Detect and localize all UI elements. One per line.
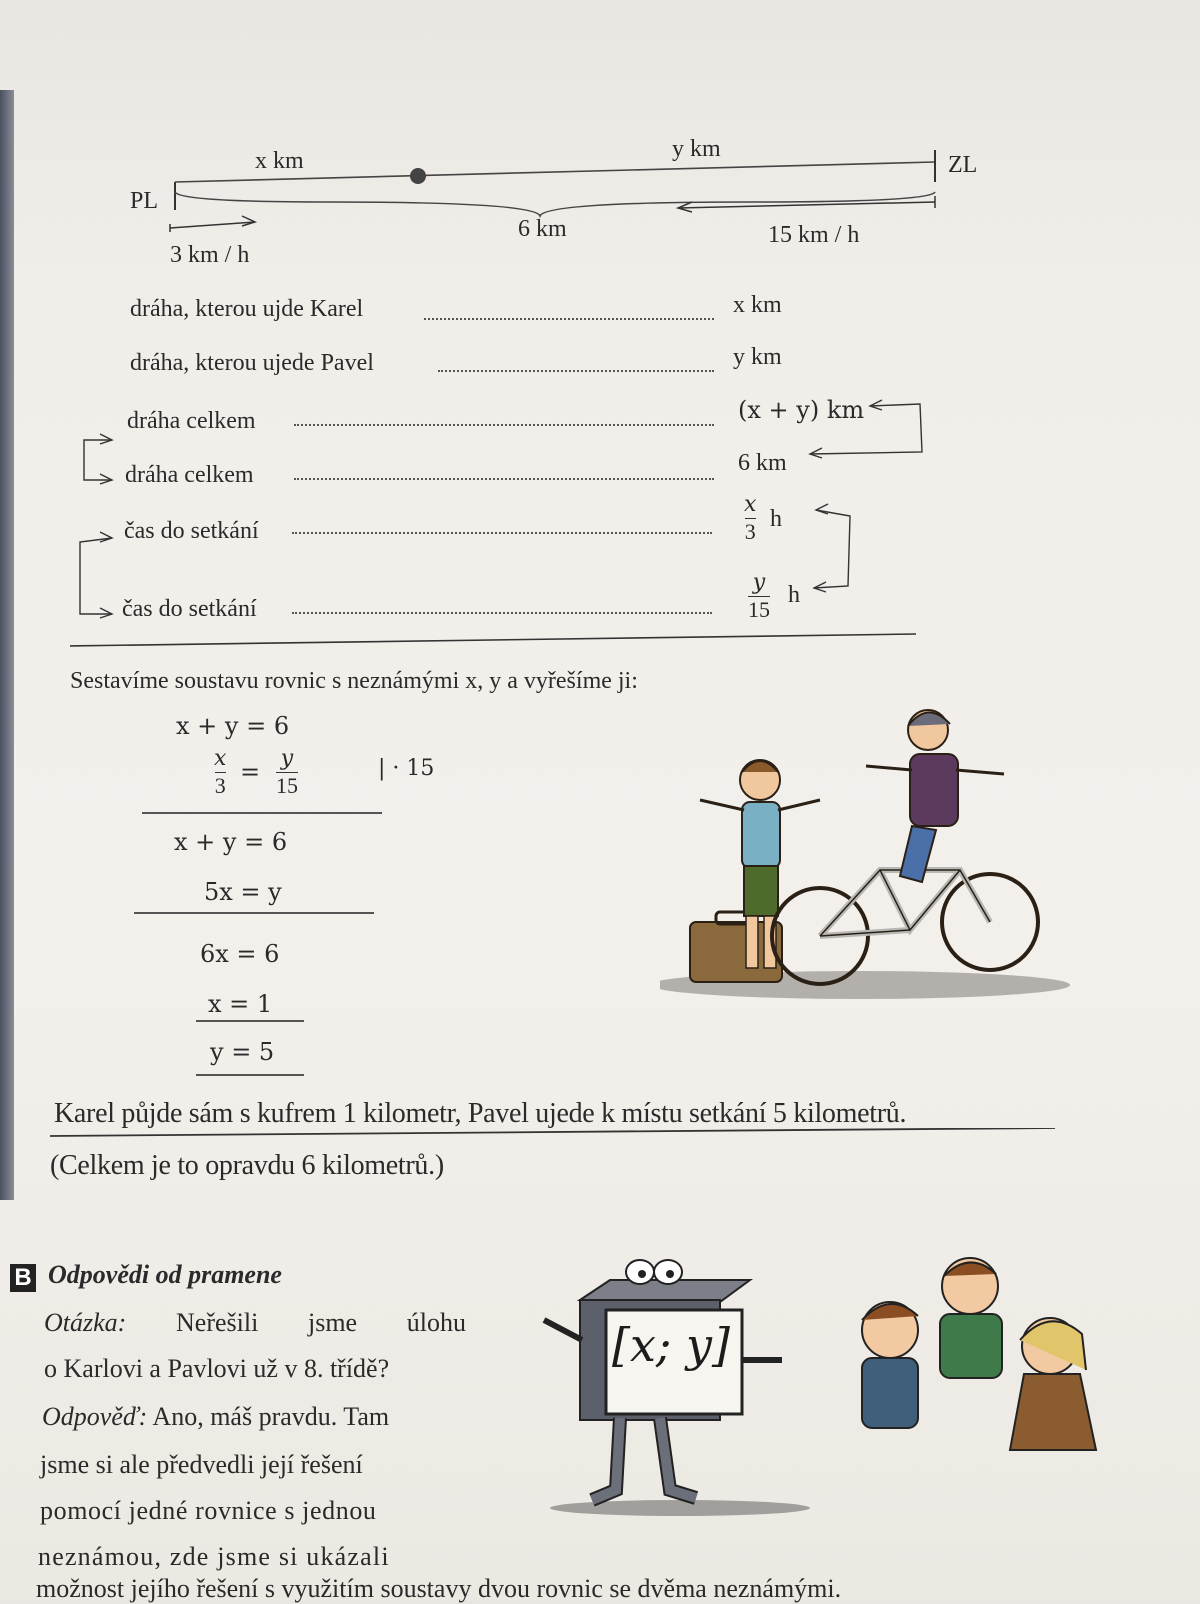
equation: 6x = 6 [200,940,280,968]
equation: x + y = 6 [176,712,290,740]
result-underline [196,1020,304,1022]
box-character-illustration [520,1250,1140,1520]
row-label: dráha, kterou ujede Pavel [130,350,374,376]
answer-b-text: neznámou, zde jsme si ukázali [38,1542,390,1571]
answer-b-label: Odpověď: [42,1402,148,1431]
box-label: [x; y] [612,1318,730,1372]
question-text: o Karlovi a Pavlovi už v 8. třídě? [44,1354,390,1383]
row-value: (x + y) km [738,396,865,424]
separator-line [134,912,374,914]
row-value: x km [733,292,782,318]
question-label: Otázka: [44,1308,127,1337]
question-text: Neřešili jsme úlohu [176,1308,467,1337]
answer-b-text: jsme si ale předvedli její řešení [40,1450,363,1479]
equation: y = 5 [210,1038,275,1066]
result-underline [196,1074,304,1076]
meeting-point-dot [410,168,426,184]
multiplier-note: | · 15 [378,756,435,781]
dot-leader [438,370,714,372]
answer-b-text: možnost jejího řešení s využitím soustavy dvou rovnic se dvěma neznámými. [36,1574,842,1603]
row-label: čas do setkání [124,518,259,544]
separator-line [142,812,382,814]
row-label: dráha celkem [125,462,254,488]
page-edge-shadow [0,90,14,1200]
time-pavel-fraction: $\frac{y}{15}$ [748,570,770,622]
row-label: dráha celkem [127,408,256,434]
section-b-title: Odpovědi od pramene [48,1260,282,1289]
time-unit: h [788,582,800,608]
equation: 5x = y [204,878,282,906]
row-value: y km [733,344,782,370]
section-b-badge: B [10,1264,36,1292]
equation: x + y = 6 [174,828,288,856]
total-distance-label: 6 km [518,216,567,242]
time-unit: h [770,506,782,532]
answer-note: (Celkem je to opravdu 6 kilometrů.) [50,1150,444,1181]
speed-pavel-label: 15 km / h [768,222,860,248]
y-km-label: y km [672,136,721,162]
zl-label: ZL [948,152,978,178]
row-value: 6 km [738,450,787,476]
equality-brackets [70,390,930,650]
pl-label: PL [130,188,159,214]
eq2-right-fraction: $\frac{y}{15}$ [276,746,298,798]
equation: x = 1 [208,990,273,1018]
answer-text: Karel půjde sám s kufrem 1 kilometr, Pavel ujede k místu setkání 5 kilometrů. [54,1098,907,1129]
equals-sign: = [240,758,261,786]
eq2-left-fraction: $\frac{x}{3}$ [214,746,227,798]
speed-karel-label: 3 km / h [170,242,250,268]
row-label: čas do setkání [122,596,257,622]
x-km-label: x km [255,148,304,174]
time-karel-fraction: $\frac{x}{3}$ [744,492,757,544]
answer-b-text: pomocí jedné rovnice s jednou [40,1496,377,1525]
answer-underline [50,1128,1060,1152]
dot-leader [424,318,714,320]
answer-b-line [42,1402,468,1432]
system-intro: Sestavíme soustavu rovnic s neznámými x, y a vyřešíme ji: [70,668,638,694]
question-line [44,1308,466,1338]
answer-b-text: Ano, máš pravdu. Tam [152,1402,390,1431]
row-label: dráha, kterou ujde Karel [130,296,364,322]
boys-bicycle-illustration [660,700,1080,1010]
